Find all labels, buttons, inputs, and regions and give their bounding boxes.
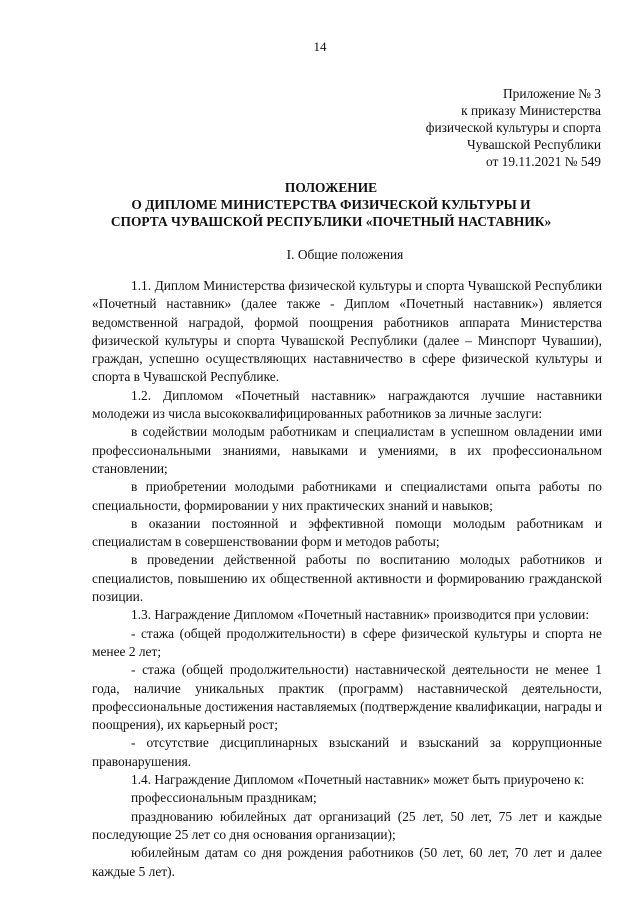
title-line: СПОРТА ЧУВАШСКОЙ РЕСПУБЛИКИ «ПОЧЕТНЫЙ НАСТАВНИК» bbox=[110, 214, 552, 229]
appendix-line: Чувашской Республики bbox=[467, 137, 601, 152]
document-title bbox=[96, 179, 566, 230]
appendix-line: физической культуры и спорта bbox=[425, 120, 601, 135]
paragraph: в содействии молодым работникам и специалистам в успешном овладении ими профессиональными знаниями, навыками и умениями, в их профессиональном становлении; bbox=[92, 424, 602, 476]
paragraph: 1.2. Дипломом «Почетный наставник» награждаются лучшие наставники молодежи из числа высококвалифицированных работников за личные заслуги: bbox=[92, 387, 602, 422]
appendix-line: Приложение № 3 bbox=[502, 86, 601, 101]
paragraph: празднованию юбилейных дат организаций (25 лет, 50 лет, 75 лет и каждые последующие 25 лет со дня основания организации); bbox=[92, 808, 602, 842]
page-number: 14 bbox=[313, 39, 327, 54]
paragraph: - отсутствие дисциплинарных взысканий и взысканий за коррупционные правонарушения. bbox=[92, 735, 602, 769]
paragraph: 1.3. Награждение Дипломом «Почетный наставник» производится при условии: bbox=[131, 607, 590, 623]
paragraph: в проведении действенной работы по воспитанию молодых работников и специалистов, повышению их общественной активности и формированию гражданской позиции. bbox=[92, 552, 602, 605]
paragraph: - стажа (общей продолжительности) наставнической деятельности не менее 1 года, наличие уникальных практик (программ) наставнической деятельности, профессиональные достижения наставляемых (подтверждение квалификации, награды и поощрения), их карьерный рост; bbox=[92, 662, 602, 733]
appendix-line: от 19.11.2021 № 549 bbox=[485, 154, 601, 169]
paragraph: профессиональным праздникам; bbox=[131, 790, 317, 806]
title-line: ПОЛОЖЕНИЕ bbox=[284, 180, 378, 195]
appendix-line: к приказу Министерства bbox=[461, 103, 601, 118]
document-body bbox=[92, 277, 602, 881]
section-heading: I. Общие положения bbox=[286, 247, 404, 262]
appendix-block bbox=[426, 85, 601, 170]
paragraph: - стажа (общей продолжительности) в сфере физической культуры и спорта не менее 2 лет; bbox=[92, 625, 602, 659]
paragraph: юбилейным датам со дня рождения работников (50 лет, 60 лет, 70 лет и далее каждые 5 лет). bbox=[92, 845, 602, 879]
title-line: О ДИПЛОМЕ МИНИСТЕРСТВА ФИЗИЧЕСКОЙ КУЛЬТУРЫ И bbox=[131, 197, 531, 212]
paragraph: в приобретении молодыми работниками и специалистами опыта работы по специальности, формировании у них практических знаний и навыков; bbox=[92, 479, 602, 513]
paragraph: 1.1. Диплом Министерства физической культуры и спорта Чувашской Республики «Почетный наставник» (далее также - Диплом «Почетный наставник») является ведомственной наградой, формой поощрения работников аппарата Министерства физической культуры и спорта Чувашской Республики (далее – Минспорт Чувашии), граждан, успешно осуществляющих наставничество в сфере физической культуры и спорта в Чувашской Республике. bbox=[92, 278, 602, 385]
paragraph: в оказании постоянной и эффективной помощи молодым работникам и специалистам в совершенствовании форм и методов работы; bbox=[92, 515, 602, 550]
paragraph: 1.4. Награждение Дипломом «Почетный наставник» может быть приурочено к: bbox=[131, 772, 585, 788]
